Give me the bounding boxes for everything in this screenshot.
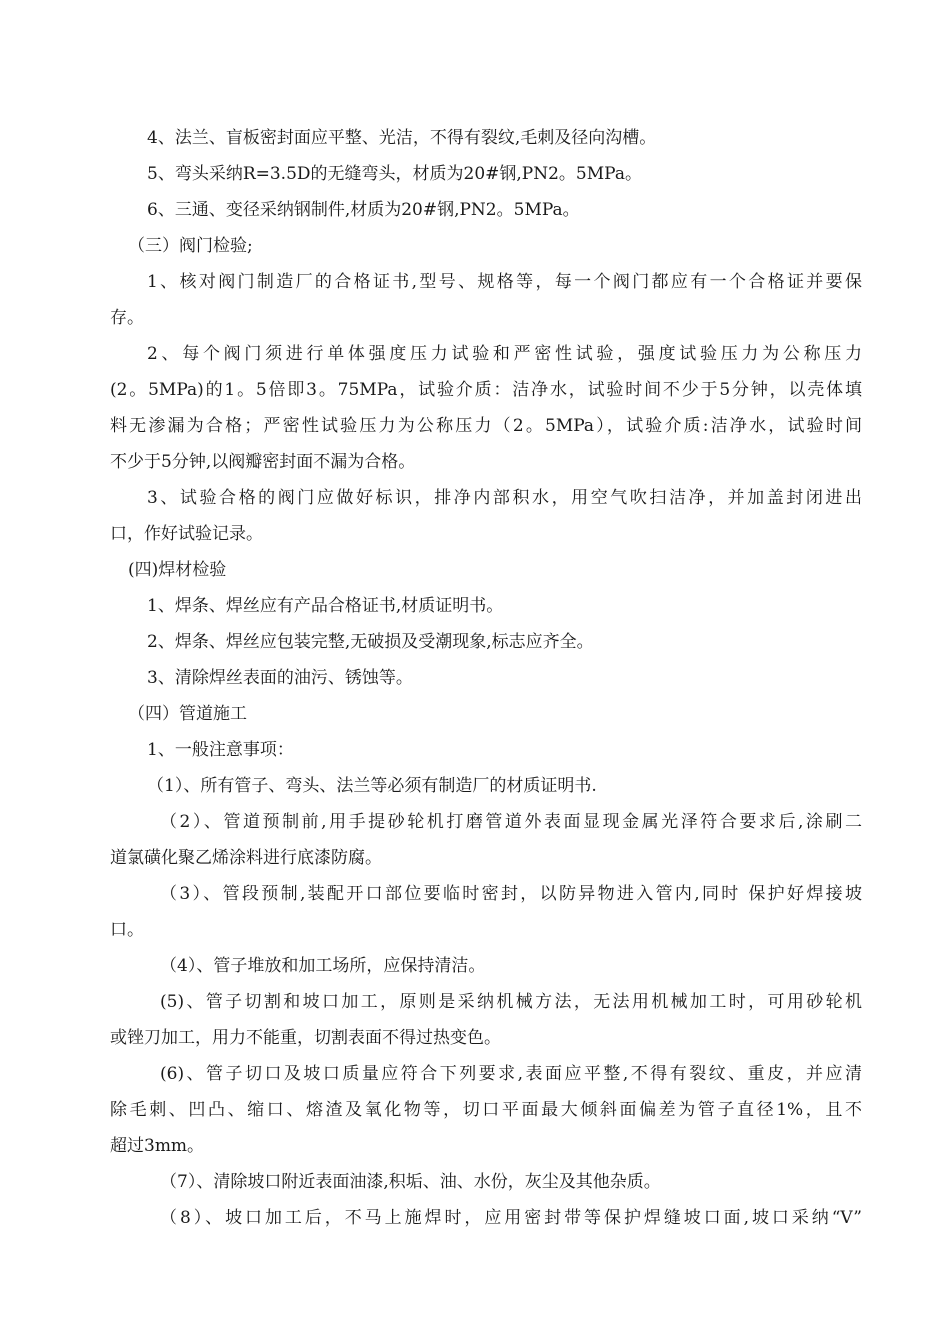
section-heading: （三）阀门检验; [128, 236, 253, 256]
text-line: 1、核对阀门制造厂的合格证书,型号、规格等，每一个阀门都应有一个合格证并要保 [147, 272, 862, 292]
text-line: 存。 [110, 308, 144, 328]
text-line: 3、试验合格的阀门应做好标识，排净内部积水，用空气吹扫洁净，并加盖封闭进出 [147, 488, 862, 508]
text-line: 2、每个阀门须进行单体强度压力试验和严密性试验，强度试验压力为公称压力 [147, 344, 862, 364]
text-line: 口。 [110, 920, 144, 940]
text-line: 不少于5分钟,以阀瓣密封面不漏为合格。 [110, 452, 416, 472]
text-line: 3、清除焊丝表面的油污、锈蚀等。 [147, 668, 413, 688]
text-line: 除毛刺、凹凸、缩口、熔渣及氧化物等，切口平面最大倾斜面偏差为管子直径1%，且不 [110, 1100, 862, 1120]
text-line: (5)、管子切割和坡口加工，原则是采纳机械方法，无法用机械加工时，可用砂轮机 [160, 992, 862, 1012]
text-line: 2、焊条、焊丝应包装完整,无破损及受潮现象,标志应齐全。 [147, 632, 594, 652]
text-line: （2）、管道预制前,用手提砂轮机打磨管道外表面显现金属光泽符合要求后,涂刷二 [160, 812, 862, 832]
text-line: （1）、所有管子、弯头、法兰等必须有制造厂的材质证明书. [147, 776, 597, 796]
text-line: 料无渗漏为合格；严密性试验压力为公称压力（2。5MPa），试验介质:洁净水，试验时间 [110, 416, 862, 436]
section-heading: （四）管道施工 [128, 704, 247, 724]
section-heading: (四)焊材检验 [128, 560, 227, 580]
text-line: (6)、管子切口及坡口质量应符合下列要求,表面应平整,不得有裂纹、重皮，并应清 [160, 1064, 862, 1084]
text-line: 4、法兰、盲板密封面应平整、光洁，不得有裂纹,毛刺及径向沟槽。 [147, 128, 657, 148]
text-line: （4）、管子堆放和加工场所，应保持清洁。 [160, 956, 486, 976]
text-line: 5、弯头采纳R=3.5D的无缝弯头，材质为20#钢,PN2。5MPa。 [147, 164, 642, 184]
text-line: （8）、坡口加工后，不马上施焊时，应用密封带等保护焊缝坡口面,坡口采纳“V” [160, 1208, 862, 1228]
text-line: 或锉刀加工，用力不能重，切割表面不得过热变色。 [110, 1028, 501, 1048]
text-line: 1、一般注意事项： [147, 740, 294, 760]
text-line: 道氯磺化聚乙烯涂料进行底漆防腐。 [110, 848, 382, 868]
text-line: (2。5MPa)的1。5倍即3。75MPa，试验介质：洁净水，试验时间不少于5分钟，以壳体填 [110, 380, 862, 400]
text-line: （7）、清除坡口附近表面油漆,积垢、油、水份，灰尘及其他杂质。 [160, 1172, 661, 1192]
document-body [110, 120, 862, 1236]
text-line: 1、焊条、焊丝应有产品合格证书,材质证明书。 [147, 596, 504, 616]
text-line: 口，作好试验记录。 [110, 524, 263, 544]
text-line: 超过3mm。 [110, 1136, 205, 1156]
text-line: （3）、管段预制,装配开口部位要临时密封，以防异物进入管内,同时 保护好焊接坡 [160, 884, 862, 904]
text-line: 6、三通、变径采纳钢制件,材质为20#钢,PN2。5MPa。 [147, 200, 580, 220]
